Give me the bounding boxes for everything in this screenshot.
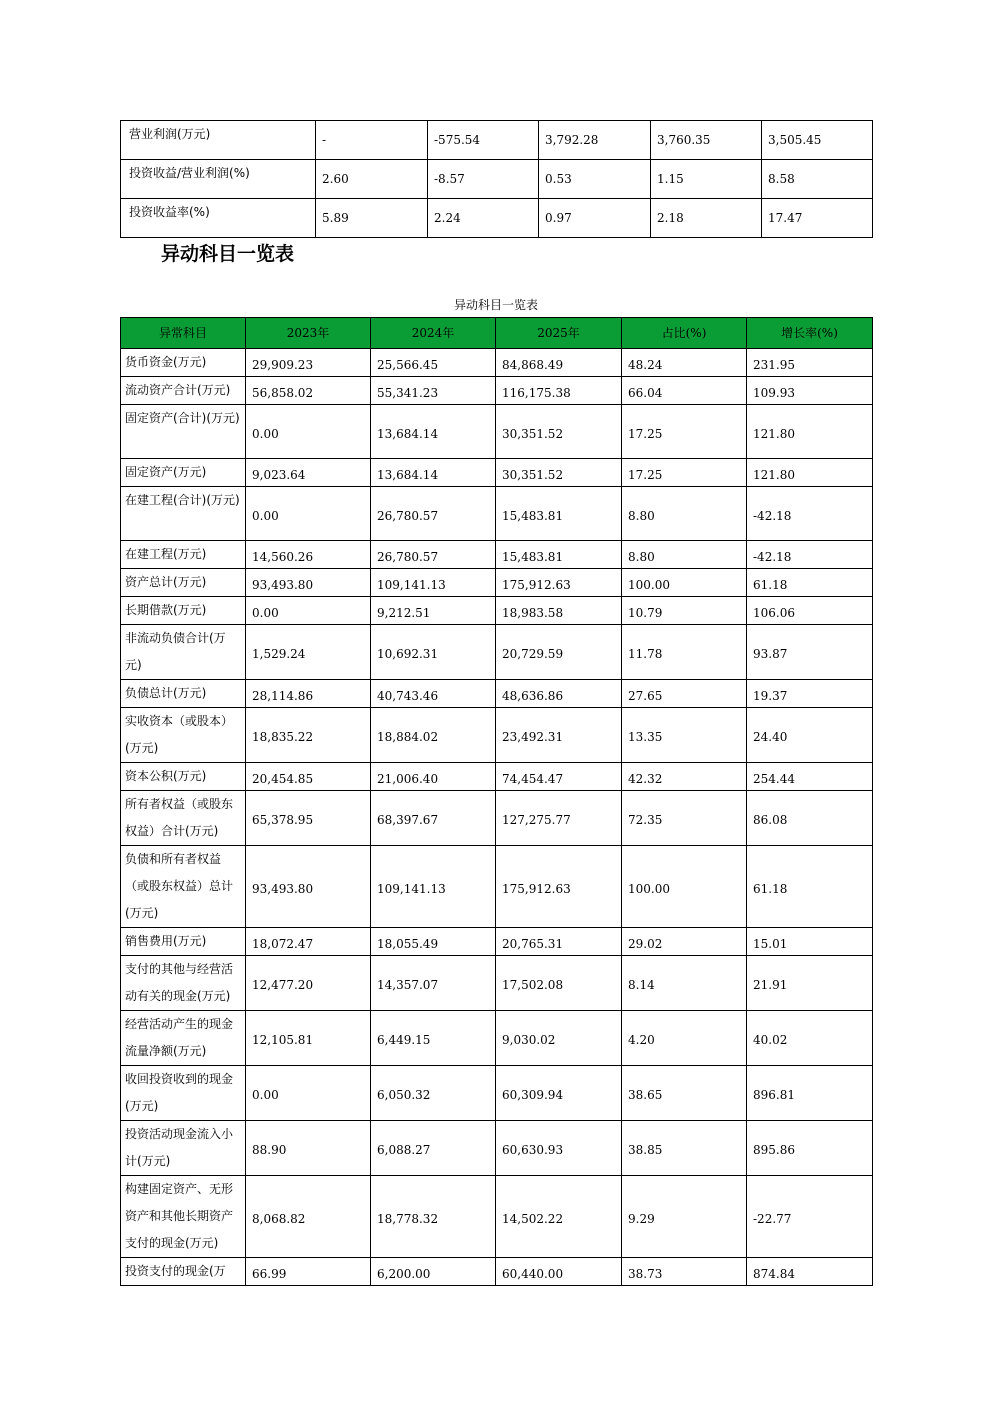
cell-value: 18,072.47 <box>246 928 371 956</box>
cell-value: 6,088.27 <box>371 1121 496 1176</box>
cell-value: 72.35 <box>622 791 747 846</box>
row-label: 在建工程(万元) <box>121 541 246 569</box>
cell-value: 874.84 <box>747 1258 873 1286</box>
row-label: 固定资产(合计)(万元) <box>121 405 246 459</box>
cell-value: 0.97 <box>539 199 651 238</box>
cell-value: 12,477.20 <box>246 956 371 1011</box>
cell-value: 84,868.49 <box>496 349 622 377</box>
cell-value: 61.18 <box>747 846 873 928</box>
cell-value: 6,449.15 <box>371 1011 496 1066</box>
table-body <box>121 349 873 1286</box>
cell-value: -42.18 <box>747 487 873 541</box>
cell-value: 254.44 <box>747 763 873 791</box>
table-row <box>121 199 873 238</box>
cell-value: 11.78 <box>622 625 747 680</box>
cell-value: 4.20 <box>622 1011 747 1066</box>
cell-value: 20,765.31 <box>496 928 622 956</box>
row-label: 资产总计(万元) <box>121 569 246 597</box>
cell-value: 17,502.08 <box>496 956 622 1011</box>
cell-value: 17.25 <box>622 405 747 459</box>
cell-value: 0.00 <box>246 405 371 459</box>
cell-value: 18,835.22 <box>246 708 371 763</box>
cell-value: 55,341.23 <box>371 377 496 405</box>
column-header: 占比(%) <box>622 318 747 349</box>
table-row <box>121 1121 873 1176</box>
cell-value: 100.00 <box>622 846 747 928</box>
cell-value: 5.89 <box>316 199 428 238</box>
cell-value: 175,912.63 <box>496 846 622 928</box>
cell-value: 13.35 <box>622 708 747 763</box>
cell-value: 0.53 <box>539 160 651 199</box>
cell-value: 26,780.57 <box>371 541 496 569</box>
cell-value: 38.85 <box>622 1121 747 1176</box>
cell-value: 30,351.52 <box>496 405 622 459</box>
cell-value: 109,141.13 <box>371 569 496 597</box>
cell-value: 9,212.51 <box>371 597 496 625</box>
cell-value: 21.91 <box>747 956 873 1011</box>
anomaly-items-table <box>120 317 873 1286</box>
cell-value: 2.60 <box>316 160 428 199</box>
table-row <box>121 160 873 199</box>
cell-value: 8,068.82 <box>246 1176 371 1258</box>
cell-value: 2.24 <box>428 199 539 238</box>
cell-value: 61.18 <box>747 569 873 597</box>
cell-value: 74,454.47 <box>496 763 622 791</box>
cell-value: 93,493.80 <box>246 846 371 928</box>
cell-value: 9,023.64 <box>246 459 371 487</box>
cell-value: 1,529.24 <box>246 625 371 680</box>
row-label: 负债和所有者权益（或股东权益）总计(万元) <box>121 846 246 928</box>
cell-value: 48.24 <box>622 349 747 377</box>
row-label: 实收资本（或股本）(万元) <box>121 708 246 763</box>
cell-value: 17.25 <box>622 459 747 487</box>
cell-value: 60,309.94 <box>496 1066 622 1121</box>
row-label: 销售费用(万元) <box>121 928 246 956</box>
cell-value: 38.65 <box>622 1066 747 1121</box>
cell-value: 1.15 <box>651 160 762 199</box>
section-title: 异动科目一览表 <box>161 243 295 265</box>
cell-value: 106.06 <box>747 597 873 625</box>
cell-value: 121.80 <box>747 459 873 487</box>
cell-value: 40.02 <box>747 1011 873 1066</box>
cell-value: 21,006.40 <box>371 763 496 791</box>
cell-value: 30,351.52 <box>496 459 622 487</box>
cell-value: 9,030.02 <box>496 1011 622 1066</box>
table-row <box>121 405 873 459</box>
cell-value: 18,055.49 <box>371 928 496 956</box>
table-row <box>121 1176 873 1258</box>
cell-value: 13,684.14 <box>371 405 496 459</box>
cell-value: 10,692.31 <box>371 625 496 680</box>
row-label: 支付的其他与经营活动有关的现金(万元) <box>121 956 246 1011</box>
table-row <box>121 459 873 487</box>
table-row <box>121 791 873 846</box>
cell-value: 40,743.46 <box>371 680 496 708</box>
cell-value: 14,502.22 <box>496 1176 622 1258</box>
cell-value: 93.87 <box>747 625 873 680</box>
cell-value: 3,760.35 <box>651 121 762 160</box>
row-label: 固定资产(万元) <box>121 459 246 487</box>
cell-value: 29.02 <box>622 928 747 956</box>
cell-value: 18,983.58 <box>496 597 622 625</box>
table-row <box>121 541 873 569</box>
row-label: 在建工程(合计)(万元) <box>121 487 246 541</box>
column-header: 2023年 <box>246 318 371 349</box>
cell-value: -8.57 <box>428 160 539 199</box>
cell-value: -22.77 <box>747 1176 873 1258</box>
column-header: 异常科目 <box>121 318 246 349</box>
table-header-row <box>121 318 873 349</box>
cell-value: 15.01 <box>747 928 873 956</box>
cell-value: 88.90 <box>246 1121 371 1176</box>
cell-value: 15,483.81 <box>496 541 622 569</box>
table-caption: 异动科目一览表 <box>453 298 538 312</box>
table-row <box>121 680 873 708</box>
cell-value: 26,780.57 <box>371 487 496 541</box>
cell-value: 18,884.02 <box>371 708 496 763</box>
cell-value: 6,050.32 <box>371 1066 496 1121</box>
cell-value: 68,397.67 <box>371 791 496 846</box>
row-label: 经营活动产生的现金流量净额(万元) <box>121 1011 246 1066</box>
row-label: 投资收益/营业利润(%) <box>121 160 316 199</box>
cell-value: -575.54 <box>428 121 539 160</box>
cell-value: 56,858.02 <box>246 377 371 405</box>
column-header: 2025年 <box>496 318 622 349</box>
row-label: 构建固定资产、无形资产和其他长期资产支付的现金(万元) <box>121 1176 246 1258</box>
row-label: 投资支付的现金(万 <box>121 1258 246 1286</box>
cell-value: 15,483.81 <box>496 487 622 541</box>
cell-value: 9.29 <box>622 1176 747 1258</box>
row-label: 投资收益率(%) <box>121 199 316 238</box>
cell-value: 18,778.32 <box>371 1176 496 1258</box>
cell-value: 8.14 <box>622 956 747 1011</box>
table-row <box>121 597 873 625</box>
cell-value: 12,105.81 <box>246 1011 371 1066</box>
cell-value: 121.80 <box>747 405 873 459</box>
cell-value: 66.99 <box>246 1258 371 1286</box>
table-row <box>121 625 873 680</box>
row-label: 收回投资收到的现金(万元) <box>121 1066 246 1121</box>
table-row <box>121 349 873 377</box>
cell-value: 116,175.38 <box>496 377 622 405</box>
cell-value: 895.86 <box>747 1121 873 1176</box>
column-header: 增长率(%) <box>747 318 873 349</box>
cell-value: 14,560.26 <box>246 541 371 569</box>
cell-value: 17.47 <box>762 199 873 238</box>
table-row <box>121 1066 873 1121</box>
cell-value: 20,729.59 <box>496 625 622 680</box>
row-label: 资本公积(万元) <box>121 763 246 791</box>
cell-value: 13,684.14 <box>371 459 496 487</box>
table-row <box>121 1011 873 1066</box>
table-row <box>121 487 873 541</box>
cell-value: 3,505.45 <box>762 121 873 160</box>
cell-value: 29,909.23 <box>246 349 371 377</box>
cell-value: 175,912.63 <box>496 569 622 597</box>
cell-value: 896.81 <box>747 1066 873 1121</box>
table-row <box>121 1258 873 1286</box>
table-row <box>121 956 873 1011</box>
cell-value: 24.40 <box>747 708 873 763</box>
cell-value: 127,275.77 <box>496 791 622 846</box>
cell-value: 60,440.00 <box>496 1258 622 1286</box>
cell-value: 0.00 <box>246 1066 371 1121</box>
cell-value: 48,636.86 <box>496 680 622 708</box>
row-label: 非流动负债合计(万元) <box>121 625 246 680</box>
cell-value: 0.00 <box>246 597 371 625</box>
cell-value: 86.08 <box>747 791 873 846</box>
row-label: 长期借款(万元) <box>121 597 246 625</box>
cell-value: - <box>316 121 428 160</box>
row-label: 负债总计(万元) <box>121 680 246 708</box>
cell-value: 6,200.00 <box>371 1258 496 1286</box>
cell-value: -42.18 <box>747 541 873 569</box>
cell-value: 27.65 <box>622 680 747 708</box>
cell-value: 0.00 <box>246 487 371 541</box>
table-row <box>121 928 873 956</box>
table-row <box>121 377 873 405</box>
cell-value: 25,566.45 <box>371 349 496 377</box>
cell-value: 109,141.13 <box>371 846 496 928</box>
cell-value: 23,492.31 <box>496 708 622 763</box>
table-row <box>121 121 873 160</box>
cell-value: 109.93 <box>747 377 873 405</box>
cell-value: 65,378.95 <box>246 791 371 846</box>
cell-value: 8.80 <box>622 487 747 541</box>
cell-value: 10.79 <box>622 597 747 625</box>
cell-value: 60,630.93 <box>496 1121 622 1176</box>
cell-value: 38.73 <box>622 1258 747 1286</box>
cell-value: 8.80 <box>622 541 747 569</box>
profit-summary-table <box>120 120 873 238</box>
table-row <box>121 846 873 928</box>
cell-value: 28,114.86 <box>246 680 371 708</box>
cell-value: 100.00 <box>622 569 747 597</box>
row-label: 货币资金(万元) <box>121 349 246 377</box>
cell-value: 93,493.80 <box>246 569 371 597</box>
cell-value: 8.58 <box>762 160 873 199</box>
table-row <box>121 763 873 791</box>
cell-value: 42.32 <box>622 763 747 791</box>
table-row <box>121 569 873 597</box>
cell-value: 2.18 <box>651 199 762 238</box>
row-label: 营业利润(万元) <box>121 121 316 160</box>
cell-value: 14,357.07 <box>371 956 496 1011</box>
cell-value: 3,792.28 <box>539 121 651 160</box>
column-header: 2024年 <box>371 318 496 349</box>
cell-value: 20,454.85 <box>246 763 371 791</box>
row-label: 所有者权益（或股东权益）合计(万元) <box>121 791 246 846</box>
cell-value: 66.04 <box>622 377 747 405</box>
table-row <box>121 708 873 763</box>
cell-value: 19.37 <box>747 680 873 708</box>
row-label: 投资活动现金流入小计(万元) <box>121 1121 246 1176</box>
row-label: 流动资产合计(万元) <box>121 377 246 405</box>
cell-value: 231.95 <box>747 349 873 377</box>
